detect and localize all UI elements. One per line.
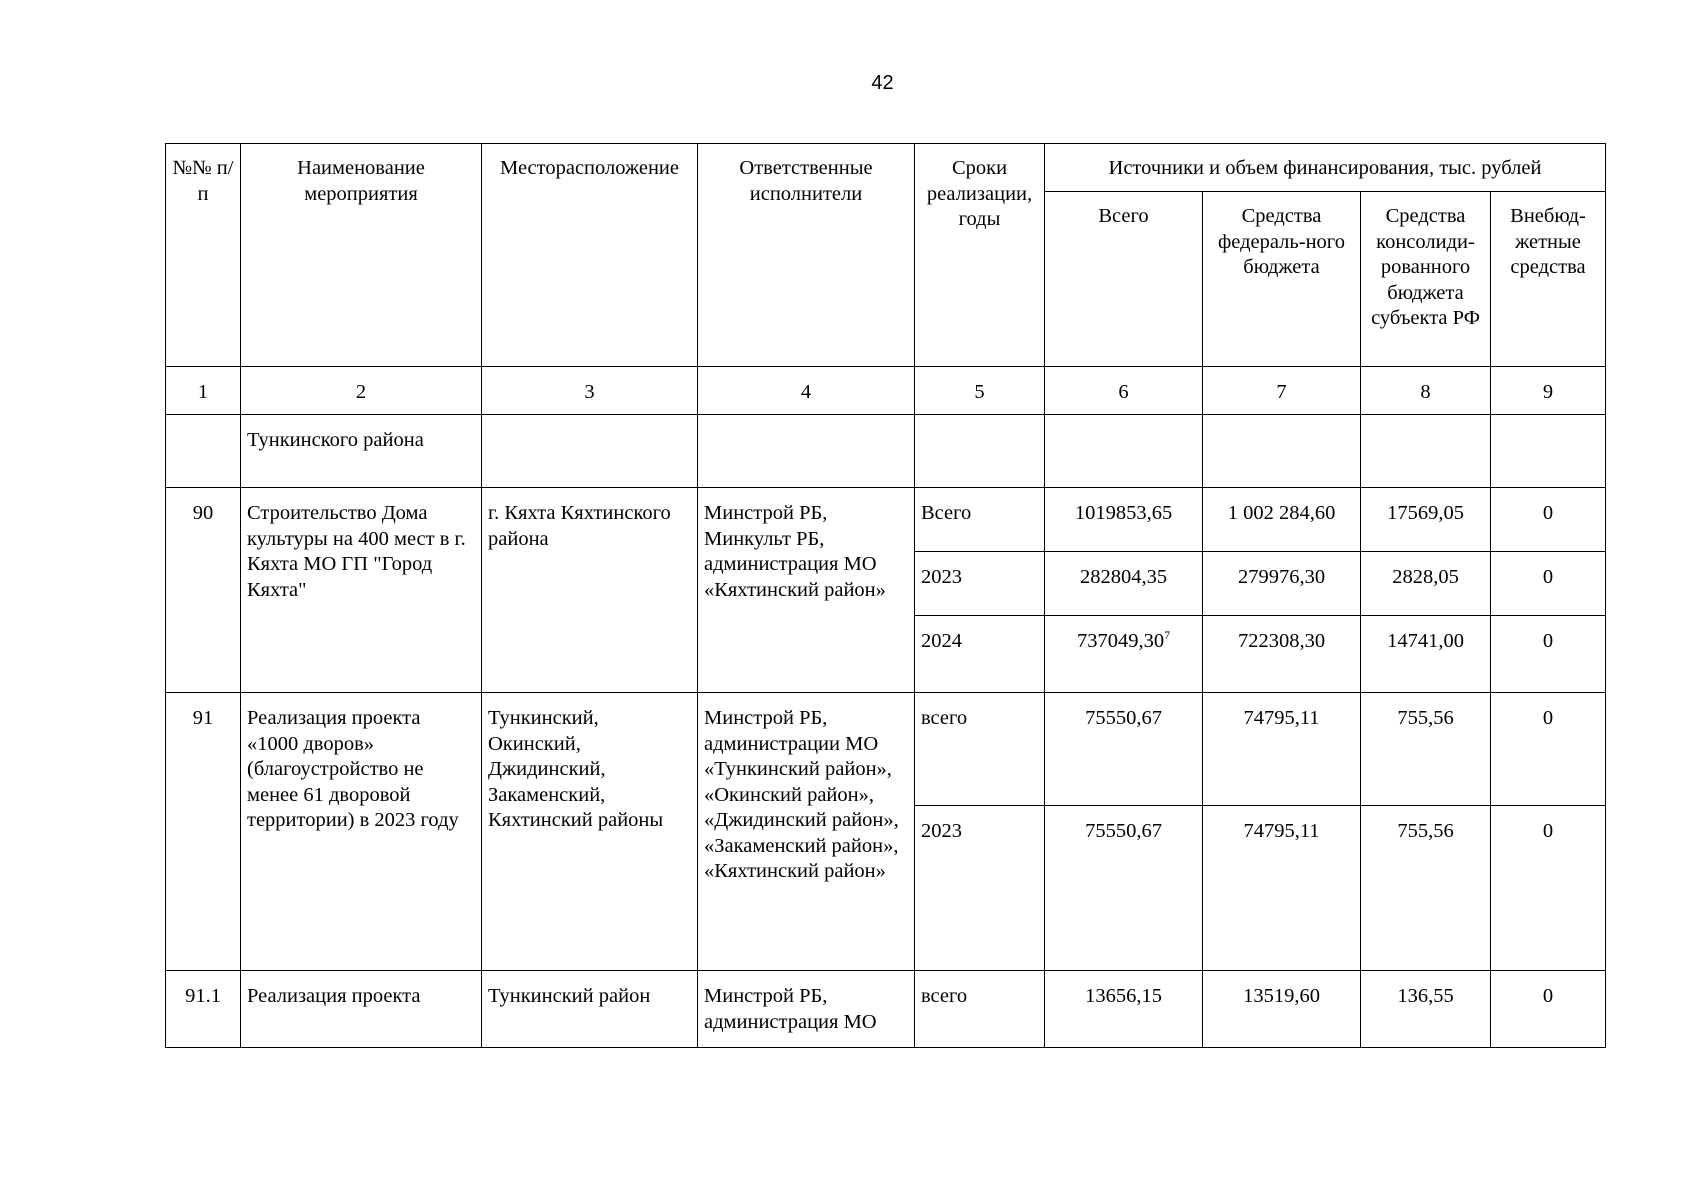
row-responsible: Минстрой РБ, администрация МО	[698, 971, 915, 1048]
header-location: Месторасположение	[482, 144, 698, 367]
row-location: Тункинский, Окинский, Джидинский, Закаменский, Кяхтинский районы	[482, 693, 698, 971]
row-federal: 13519,60	[1203, 971, 1361, 1048]
header-extra: Внебюд-жетные средства	[1491, 192, 1606, 367]
header-consolidated: Средства консолиди-рованного бюджета субъекта РФ	[1361, 192, 1491, 367]
col-number: 4	[698, 367, 915, 415]
header-terms: Сроки реализации, годы	[915, 144, 1045, 367]
col-number: 7	[1203, 367, 1361, 415]
row-term: всего	[915, 693, 1045, 806]
row-consolidated: 755,56	[1361, 693, 1491, 806]
header-sources: Источники и объем финансирования, тыс. рублей	[1045, 144, 1606, 192]
row-extra: 0	[1491, 971, 1606, 1048]
row-extra: 0	[1491, 552, 1606, 616]
header-total: Всего	[1045, 192, 1203, 367]
header-num: №№ п/п	[166, 144, 241, 367]
page-number: 42	[871, 72, 894, 94]
col-number: 9	[1491, 367, 1606, 415]
row-total: 75550,67	[1045, 806, 1203, 971]
row-consolidated: 2828,05	[1361, 552, 1491, 616]
row-term: 2024	[915, 616, 1045, 693]
row-federal: 74795,11	[1203, 806, 1361, 971]
column-numbers-row	[166, 367, 1606, 415]
row-extra: 0	[1491, 806, 1606, 971]
financing-table	[165, 143, 1606, 1048]
header-federal: Средства федераль-ного бюджета	[1203, 192, 1361, 367]
row-consolidated: 17569,05	[1361, 488, 1491, 552]
row-term: 2023	[915, 806, 1045, 971]
header-responsible: Ответственные исполнители	[698, 144, 915, 367]
table-row	[166, 693, 1606, 806]
row-consolidated: 136,55	[1361, 971, 1491, 1048]
table-row	[166, 488, 1606, 552]
col-number: 8	[1361, 367, 1491, 415]
row-federal: 722308,30	[1203, 616, 1361, 693]
row-name: Реализация проекта	[241, 971, 482, 1048]
row-name: Строительство Дома культуры на 400 мест в г. Кяхта МО ГП "Город Кяхта"	[241, 488, 482, 693]
row-term: 2023	[915, 552, 1045, 616]
row-federal: 74795,11	[1203, 693, 1361, 806]
row-total-cell	[1045, 616, 1203, 693]
row-name: Тункинского района	[241, 415, 482, 488]
row-responsible: Минстрой РБ, Минкульт РБ, администрация МО «Кяхтинский район»	[698, 488, 915, 693]
row-federal: 279976,30	[1203, 552, 1361, 616]
row-name: Реализация проекта «1000 дворов» (благоустройство не менее 61 дворовой территории) в 2023 году	[241, 693, 482, 971]
row-term: всего	[915, 971, 1045, 1048]
row-total: 13656,15	[1045, 971, 1203, 1048]
row-location: Тункинский район	[482, 971, 698, 1048]
row-num: 91.1	[166, 971, 241, 1048]
header-name: Наименование мероприятия	[241, 144, 482, 367]
row-responsible: Минстрой РБ, администрации МО «Тункинский район», «Окинский район», «Джидинский район», «Закаменский район», «Кяхтинский район»	[698, 693, 915, 971]
footnote-marker: 7	[1164, 628, 1171, 643]
table-row	[166, 415, 1606, 488]
col-number: 1	[166, 367, 241, 415]
row-location: г. Кяхта Кяхтинского района	[482, 488, 698, 693]
row-total: 737049,30	[1076, 630, 1165, 652]
row-term: Всего	[915, 488, 1045, 552]
col-number: 6	[1045, 367, 1203, 415]
row-num	[166, 415, 241, 488]
row-num: 91	[166, 693, 241, 971]
col-number: 3	[482, 367, 698, 415]
row-consolidated: 14741,00	[1361, 616, 1491, 693]
row-num: 90	[166, 488, 241, 693]
row-consolidated: 755,56	[1361, 806, 1491, 971]
row-extra: 0	[1491, 616, 1606, 693]
col-number: 2	[241, 367, 482, 415]
row-federal: 1 002 284,60	[1203, 488, 1361, 552]
row-extra: 0	[1491, 488, 1606, 552]
header-row	[166, 144, 1606, 192]
row-extra: 0	[1491, 693, 1606, 806]
table-row	[166, 971, 1606, 1048]
row-total: 75550,67	[1045, 693, 1203, 806]
row-total: 1019853,65	[1045, 488, 1203, 552]
row-total: 282804,35	[1045, 552, 1203, 616]
col-number: 5	[915, 367, 1045, 415]
